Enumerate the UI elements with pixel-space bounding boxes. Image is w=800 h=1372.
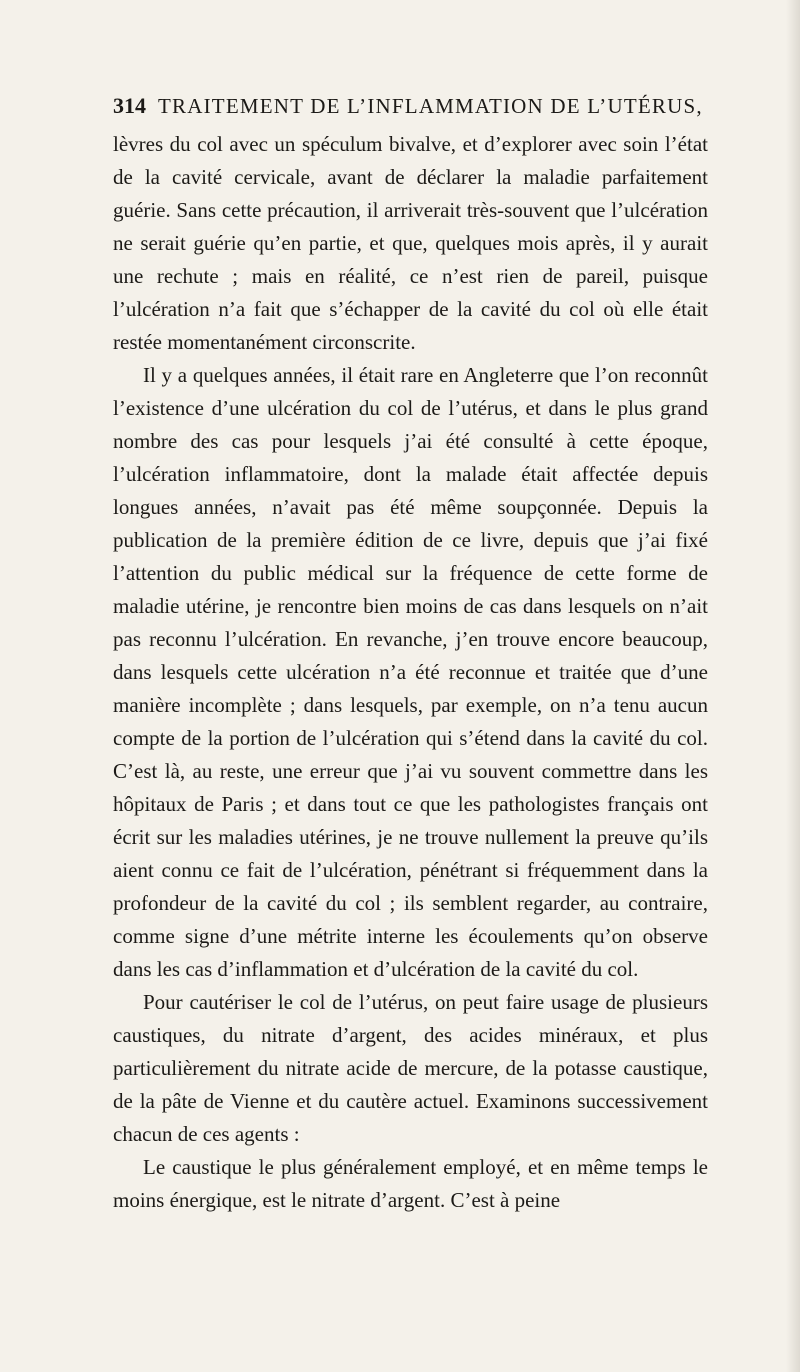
- paragraph: Pour cautériser le col de l’utérus, on peut faire usage de plusieurs caustiques, du nitrate d’argent, des acides minéraux, et plus particulièrement du nitrate acide de mercure, de la potasse caustique, de la pâte de Vienne et du cautère actuel. Examinons successivement chacun de ces agents :: [113, 990, 708, 1146]
- running-head: [113, 92, 708, 120]
- body-text: [113, 128, 708, 1217]
- paragraph: Le caustique le plus généralement employé, et en même temps le moins énergique, est le nitrate d’argent. C’est à peine: [113, 1155, 708, 1212]
- running-title: TRAITEMENT DE L’INFLAMMATION DE L’UTÉRUS,: [158, 94, 703, 118]
- paragraph: lèvres du col avec un spéculum bivalve, et d’explorer avec soin l’état de la cavité cervicale, avant de déclarer la maladie parfaitement guérie. Sans cette précaution, il arriverait très-souvent que l’ulcération ne serait guérie qu’en partie, et que, quelques mois après, il y aurait une rechute ; mais en réalité, ce n’est rien de pareil, puisque l’ulcération n’a fait que s’échapper de la cavité du col où elle était restée momentanément circonscrite.: [113, 132, 708, 354]
- paragraph: Il y a quelques années, il était rare en Angleterre que l’on reconnût l’existence d’une ulcération du col de l’utérus, et dans le plus grand nombre des cas pour lesquels j’ai été consulté à cette époque, l’ulcération inflammatoire, dont la malade était affectée depuis longues années, n’avait pas été même soupçonnée. Depuis la publication de la première édition de ce livre, depuis que j’ai fixé l’attention du public médical sur la fréquence de cette forme de maladie utérine, je rencontre bien moins de cas dans lesquels on n’ait pas reconnu l’ulcération. En revanche, j’en trouve encore beaucoup, dans lesquels cette ulcération n’a été reconnue et traitée que d’une manière incomplète ; dans lesquels, par exemple, on n’a tenu aucun compte de la portion de l’ulcération qui s’étend dans la cavité du col. C’est là, au reste, une erreur que j’ai vu souvent commettre dans les hôpitaux de Paris ; et dans tout ce que les pathologistes français ont écrit sur les maladies utérines, je ne trouve nullement la preuve qu’ils aient connu ce fait de l’ulcération, pénétrant si fréquemment dans la profondeur de la cavité du col ; ils semblent regarder, au contraire, comme signe d’une métrite interne les écoulements qu’on observe dans les cas d’inflammation et d’ulcération de la cavité du col.: [113, 363, 708, 981]
- page-number: 314: [113, 93, 146, 118]
